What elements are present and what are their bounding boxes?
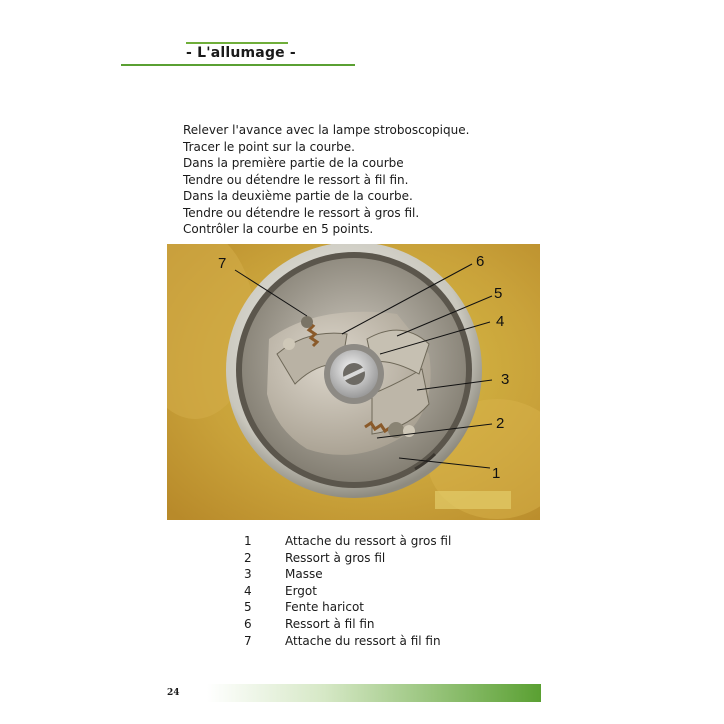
legend-number: 3 <box>244 567 252 582</box>
legend-item <box>244 566 544 583</box>
header-top-rule <box>186 42 288 44</box>
legend-label: Masse <box>285 567 323 582</box>
legend-item <box>244 583 544 600</box>
page-number: 24 <box>167 688 180 698</box>
legend-number: 2 <box>244 550 252 565</box>
callout-label: 1 <box>492 465 501 482</box>
instruction-line: Contrôler la courbe en 5 points. <box>183 222 374 236</box>
legend-item <box>244 550 544 567</box>
legend-number: 1 <box>244 534 252 548</box>
legend-item <box>244 633 544 650</box>
callout-label: 2 <box>496 415 505 432</box>
header-bottom-rule <box>121 64 355 66</box>
footer-gradient-bar <box>207 684 541 702</box>
callout-label: 6 <box>476 253 485 270</box>
distributor-photo <box>167 244 540 520</box>
legend-item <box>244 533 544 550</box>
legend-item <box>244 616 544 633</box>
legend-number: 5 <box>244 600 252 615</box>
legend-number: 4 <box>244 583 252 598</box>
legend-label: Ergot <box>285 583 317 598</box>
callout-label: 5 <box>494 285 503 302</box>
callout-label: 3 <box>501 371 510 388</box>
instruction-line: Tracer le point sur la courbe. <box>183 139 355 154</box>
legend-label: Ressort à gros fil <box>285 550 386 565</box>
callout-label: 4 <box>496 313 505 330</box>
instructions-text <box>183 122 483 238</box>
legend-number: 6 <box>244 616 252 631</box>
legend-label: Fente haricot <box>285 600 365 615</box>
instruction-line: Tendre ou détendre le ressort à gros fil. <box>183 205 420 220</box>
legend-item <box>244 599 544 616</box>
page-title: - L'allumage - <box>186 45 296 61</box>
legend-label: Attache du ressort à gros fil <box>285 534 452 548</box>
instruction-line: Dans la deuxième partie de la courbe. <box>183 189 413 203</box>
instruction-line: Relever l'avance avec la lampe stroboscopique. <box>183 123 470 137</box>
instruction-line: Tendre ou détendre le ressort à fil fin. <box>183 172 409 187</box>
legend-label: Ressort à fil fin <box>285 616 375 631</box>
instruction-line: Dans la première partie de la courbe <box>183 156 404 170</box>
legend-list <box>244 533 544 649</box>
legend-number: 7 <box>244 633 252 648</box>
callout-label: 7 <box>218 255 227 272</box>
legend-label: Attache du ressort à fil fin <box>285 633 441 648</box>
